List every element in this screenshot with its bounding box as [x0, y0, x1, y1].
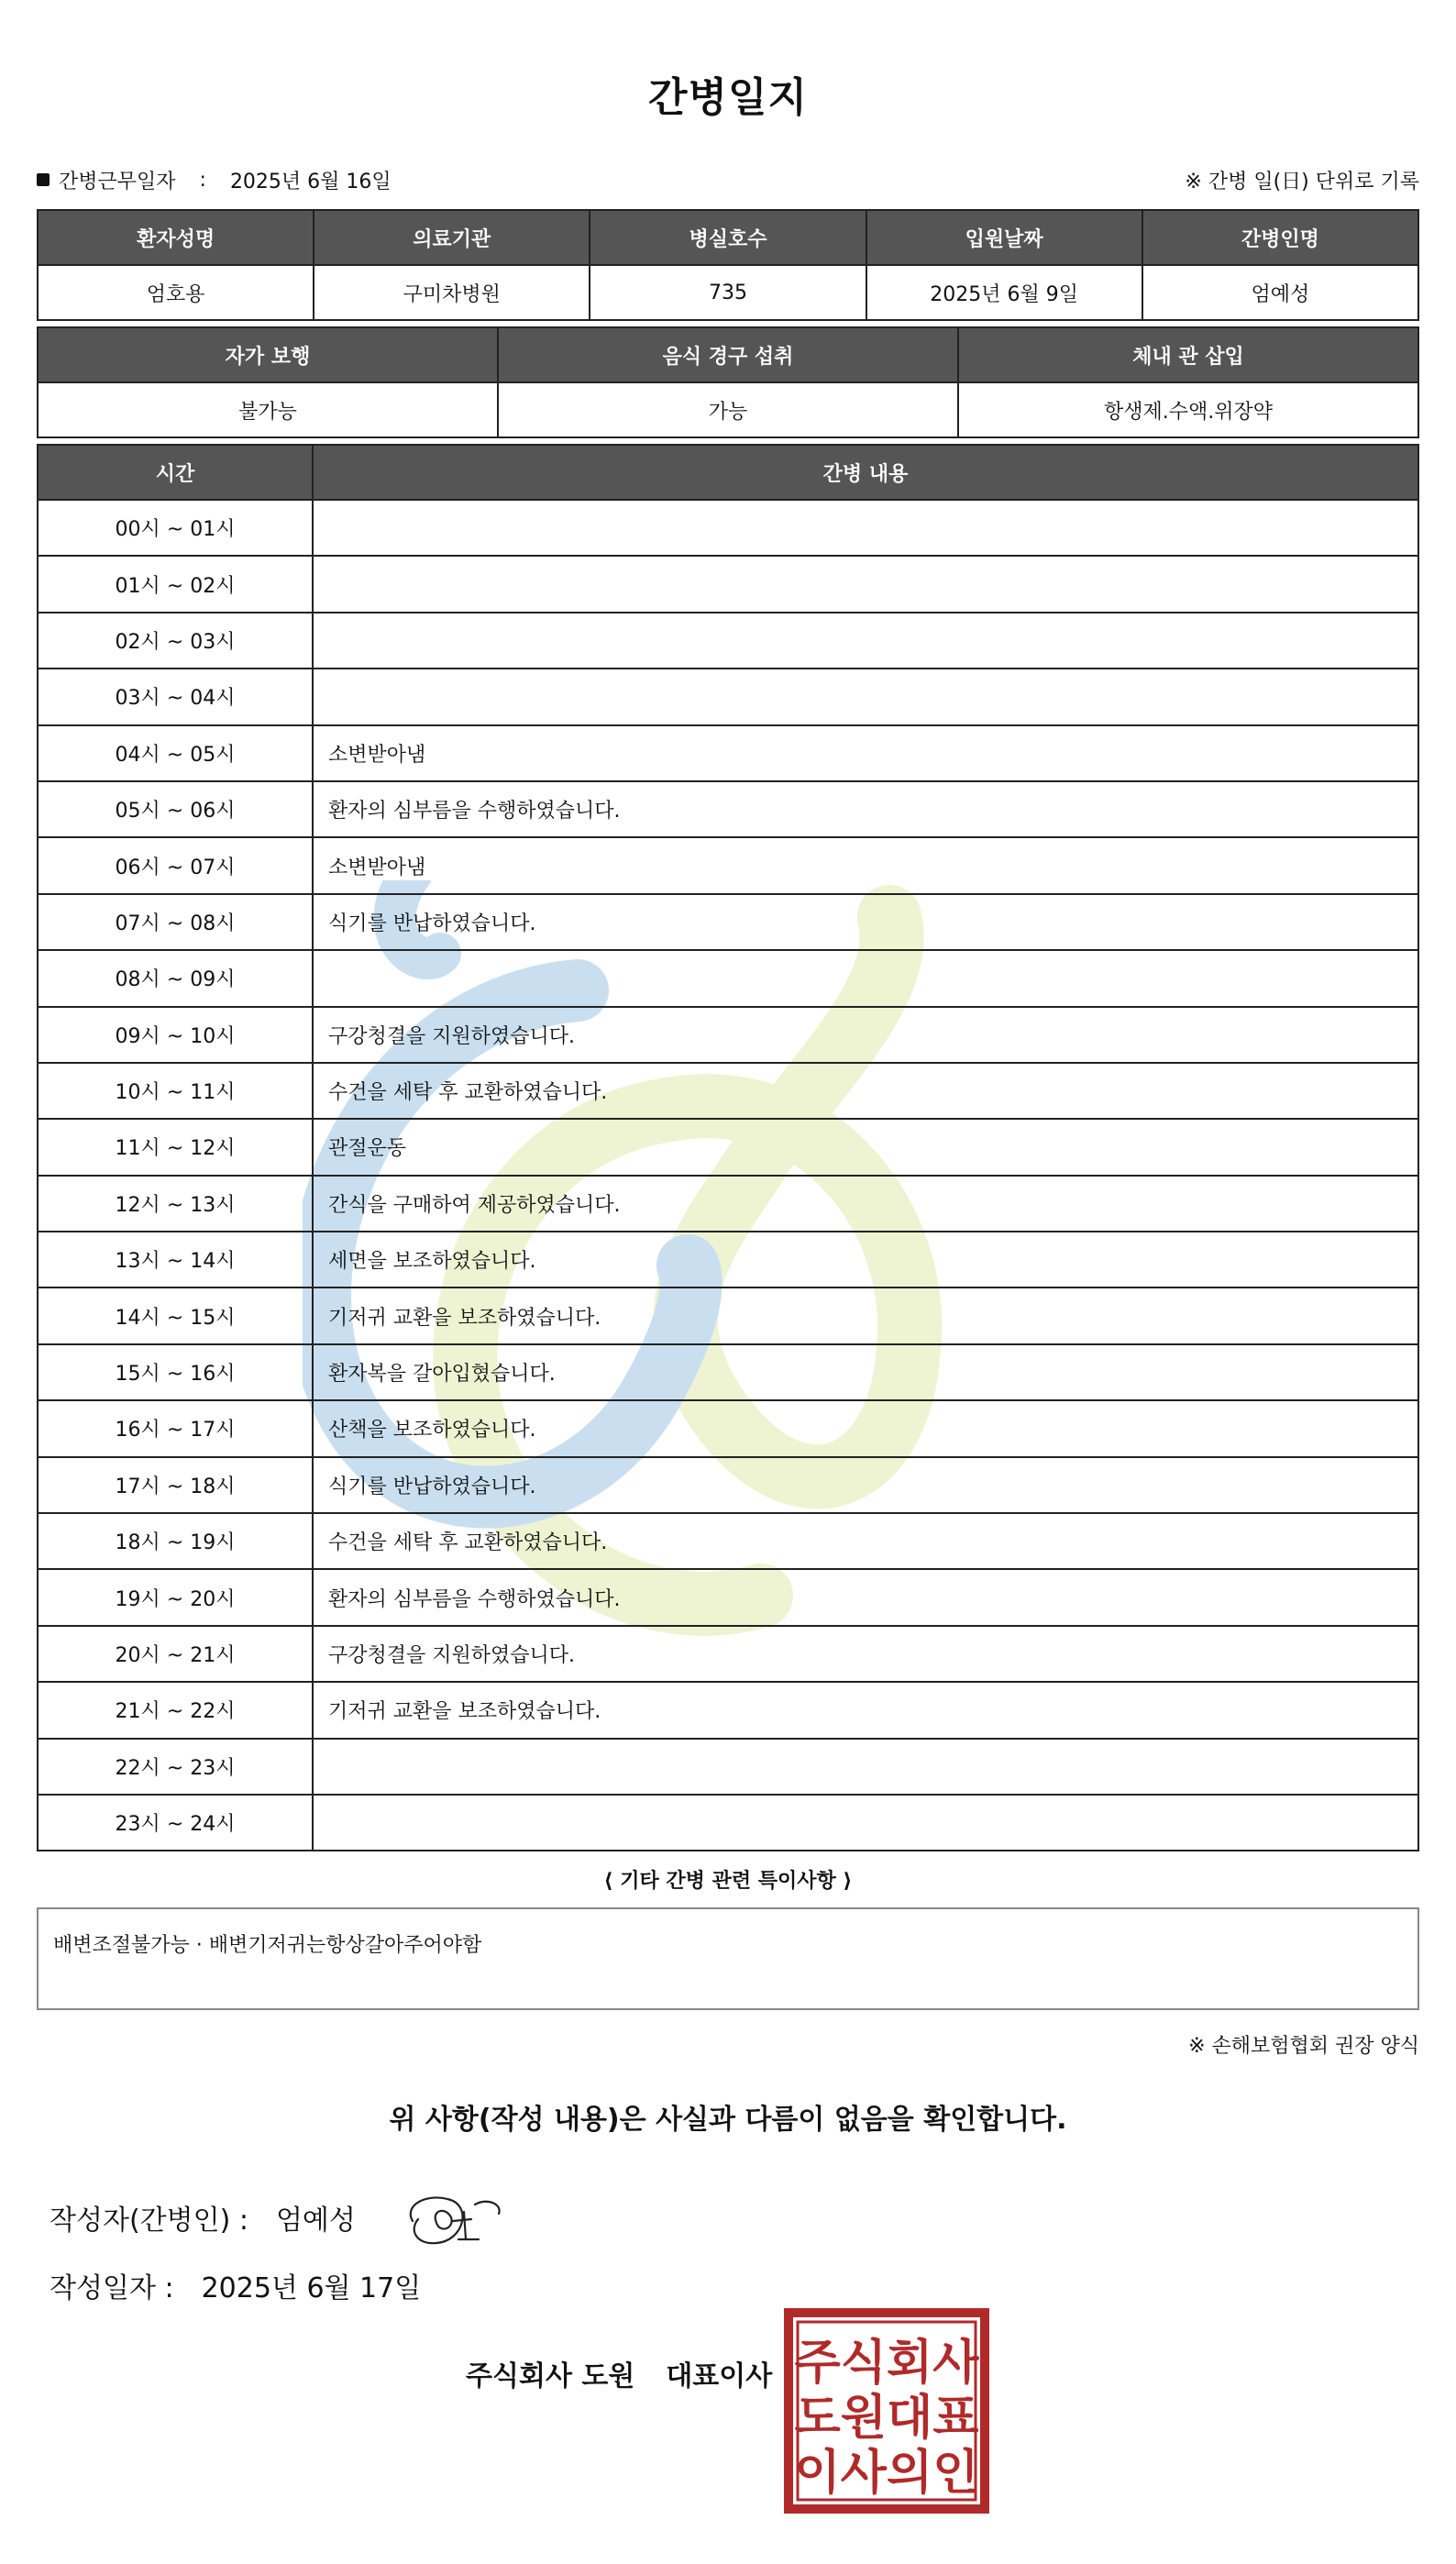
header-oral-intake: 음식 경구 섭취	[498, 327, 958, 382]
log-time-cell: 03시 ~ 04시	[38, 669, 313, 724]
table-row	[38, 1457, 1418, 1513]
log-content-cell: 환자의 심부름을 수행하였습니다.	[313, 781, 1418, 837]
header-self-walking: 자가 보행	[38, 327, 498, 382]
log-time-cell: 16시 ~ 17시	[38, 1400, 313, 1456]
form-note: ※ 손해보험협회 권장 양식	[1188, 2035, 1419, 2058]
special-notes-text: 배변조절불가능 · 배변기저귀는항상갈아주어야함	[53, 1934, 482, 1957]
log-time-cell: 07시 ~ 08시	[38, 894, 313, 950]
work-date-separator: :	[199, 168, 206, 192]
work-date	[37, 166, 392, 194]
log-content-cell: 환자의 심부름을 수행하였습니다.	[313, 1569, 1418, 1625]
log-content-cell: 관절운동	[313, 1119, 1418, 1175]
work-date-value: 2025년 6월 16일	[229, 170, 392, 193]
table-row	[38, 950, 1418, 1006]
header-patient-name: 환자성명	[38, 210, 314, 265]
table-row	[38, 1119, 1418, 1175]
log-content-cell: 구강청결을 지원하였습니다.	[313, 1626, 1418, 1682]
log-content-cell: 식기를 반납하였습니다.	[313, 1457, 1418, 1513]
table-row	[38, 556, 1418, 612]
writer-row	[50, 2197, 356, 2238]
log-content-cell: 소변받아냄	[313, 837, 1418, 893]
table-row	[38, 725, 1418, 781]
header-room-number: 병실호수	[590, 210, 866, 265]
value-oral-intake: 가능	[498, 382, 958, 437]
log-time-cell: 10시 ~ 11시	[38, 1063, 313, 1119]
log-content-cell: 수건을 세탁 후 교환하였습니다.	[313, 1063, 1418, 1119]
patient-status-value-row	[38, 382, 1418, 437]
header-time: 시간	[38, 445, 313, 500]
patient-status-table	[37, 326, 1419, 438]
log-time-cell: 06시 ~ 07시	[38, 837, 313, 893]
log-time-cell: 04시 ~ 05시	[38, 725, 313, 781]
value-tube-insertion: 항생제.수액.위장약	[958, 382, 1418, 437]
log-time-cell: 21시 ~ 22시	[38, 1682, 313, 1738]
care-log-table	[37, 444, 1419, 1851]
value-room-number: 735	[590, 265, 866, 320]
table-row	[38, 1344, 1418, 1400]
seal-line-2: 도원대표	[794, 2391, 979, 2446]
log-content-cell	[313, 1739, 1418, 1795]
company-title: 대표이사	[666, 2360, 773, 2393]
table-row	[38, 669, 1418, 724]
log-time-cell: 08시 ~ 09시	[38, 950, 313, 1006]
log-content-cell: 산책을 보조하였습니다.	[313, 1400, 1418, 1456]
log-time-cell: 01시 ~ 02시	[38, 556, 313, 612]
log-content-cell: 기저귀 교환을 보조하였습니다.	[313, 1682, 1418, 1738]
bullet-square-icon	[37, 173, 50, 186]
log-time-cell: 23시 ~ 24시	[38, 1795, 313, 1851]
handwritten-signature	[400, 2186, 510, 2252]
special-notes-title: ⟨ 기타 간병 관련 특이사항 ⟩	[603, 1870, 853, 1893]
log-content-cell: 세면을 보조하였습니다.	[313, 1232, 1418, 1288]
table-row	[38, 1232, 1418, 1288]
log-content-cell	[313, 950, 1418, 1006]
log-time-cell: 09시 ~ 10시	[38, 1007, 313, 1063]
patient-info-value-row	[38, 265, 1418, 320]
log-time-cell: 20시 ~ 21시	[38, 1626, 313, 1682]
log-content-cell	[313, 556, 1418, 612]
company-seal-stamp	[783, 2307, 990, 2514]
seal-line-3: 이사의인	[794, 2446, 979, 2501]
table-row	[38, 1739, 1418, 1795]
table-row	[38, 1400, 1418, 1456]
table-row	[38, 894, 1418, 950]
log-content-cell	[313, 613, 1418, 669]
log-time-cell: 02시 ~ 03시	[38, 613, 313, 669]
log-content-cell	[313, 500, 1418, 556]
table-row	[38, 1288, 1418, 1343]
care-log-body	[38, 500, 1418, 1851]
table-row	[38, 1063, 1418, 1119]
written-date-label: 작성일자 :	[50, 2272, 174, 2304]
log-time-cell: 05시 ~ 06시	[38, 781, 313, 837]
log-content-cell: 간식을 구매하여 제공하였습니다.	[313, 1176, 1418, 1232]
confirmation-statement: 위 사항(작성 내용)은 사실과 다름이 없음을 확인합니다.	[389, 2104, 1067, 2136]
table-row	[38, 1007, 1418, 1063]
log-content-cell: 환자복을 갈아입혔습니다.	[313, 1344, 1418, 1400]
company-signoff	[466, 2353, 772, 2393]
log-content-cell: 소변받아냄	[313, 725, 1418, 781]
value-admission-date: 2025년 6월 9일	[866, 265, 1142, 320]
header-care-content: 간병 내용	[313, 445, 1418, 500]
table-row	[38, 781, 1418, 837]
log-time-cell: 19시 ~ 20시	[38, 1569, 313, 1625]
log-time-cell: 17시 ~ 18시	[38, 1457, 313, 1513]
document-title: 간병일지	[647, 74, 808, 121]
table-row	[38, 1513, 1418, 1569]
log-content-cell: 식기를 반납하였습니다.	[313, 894, 1418, 950]
log-time-cell: 11시 ~ 12시	[38, 1119, 313, 1175]
work-date-label: 간병근무일자	[59, 170, 176, 193]
header-caregiver-name: 간병인명	[1142, 210, 1418, 265]
table-row	[38, 1682, 1418, 1738]
log-content-cell	[313, 669, 1418, 724]
table-row	[38, 1176, 1418, 1232]
value-patient-name: 엄호용	[38, 265, 314, 320]
log-time-cell: 22시 ~ 23시	[38, 1739, 313, 1795]
value-hospital: 구미차병원	[314, 265, 590, 320]
table-row	[38, 837, 1418, 893]
log-content-cell	[313, 1795, 1418, 1851]
written-date-value: 2025년 6월 17일	[201, 2272, 422, 2304]
log-time-cell: 13시 ~ 14시	[38, 1232, 313, 1288]
meta-row	[37, 163, 1419, 196]
seal-line-1: 주식회사	[794, 2336, 979, 2391]
writer-label: 작성자(간병인) :	[50, 2205, 248, 2237]
patient-info-header-row	[38, 210, 1418, 265]
table-row	[38, 1795, 1418, 1851]
special-notes-box	[37, 1907, 1419, 2010]
written-date-row	[50, 2265, 421, 2305]
patient-info-table	[37, 209, 1419, 321]
log-time-cell: 00시 ~ 01시	[38, 500, 313, 556]
header-admission-date: 입원날짜	[866, 210, 1142, 265]
log-time-cell: 14시 ~ 15시	[38, 1288, 313, 1343]
patient-status-header-row	[38, 327, 1418, 382]
value-self-walking: 불가능	[38, 382, 498, 437]
log-time-cell: 18시 ~ 19시	[38, 1513, 313, 1569]
table-row	[38, 613, 1418, 669]
table-row	[38, 1626, 1418, 1682]
header-tube-insertion: 체내 관 삽입	[958, 327, 1418, 382]
table-row	[38, 500, 1418, 556]
log-content-cell: 수건을 세탁 후 교환하였습니다.	[313, 1513, 1418, 1569]
log-content-cell: 기저귀 교환을 보조하였습니다.	[313, 1288, 1418, 1343]
writer-name: 엄예성	[275, 2205, 356, 2237]
table-row	[38, 1569, 1418, 1625]
record-note: ※ 간병 일(日) 단위로 기록	[1185, 170, 1419, 193]
care-log-header-row	[38, 445, 1418, 500]
log-time-cell: 15시 ~ 16시	[38, 1344, 313, 1400]
log-time-cell: 12시 ~ 13시	[38, 1176, 313, 1232]
company-name: 주식회사 도원	[466, 2360, 635, 2393]
value-caregiver-name: 엄예성	[1142, 265, 1418, 320]
header-hospital: 의료기관	[314, 210, 590, 265]
log-content-cell: 구강청결을 지원하였습니다.	[313, 1007, 1418, 1063]
